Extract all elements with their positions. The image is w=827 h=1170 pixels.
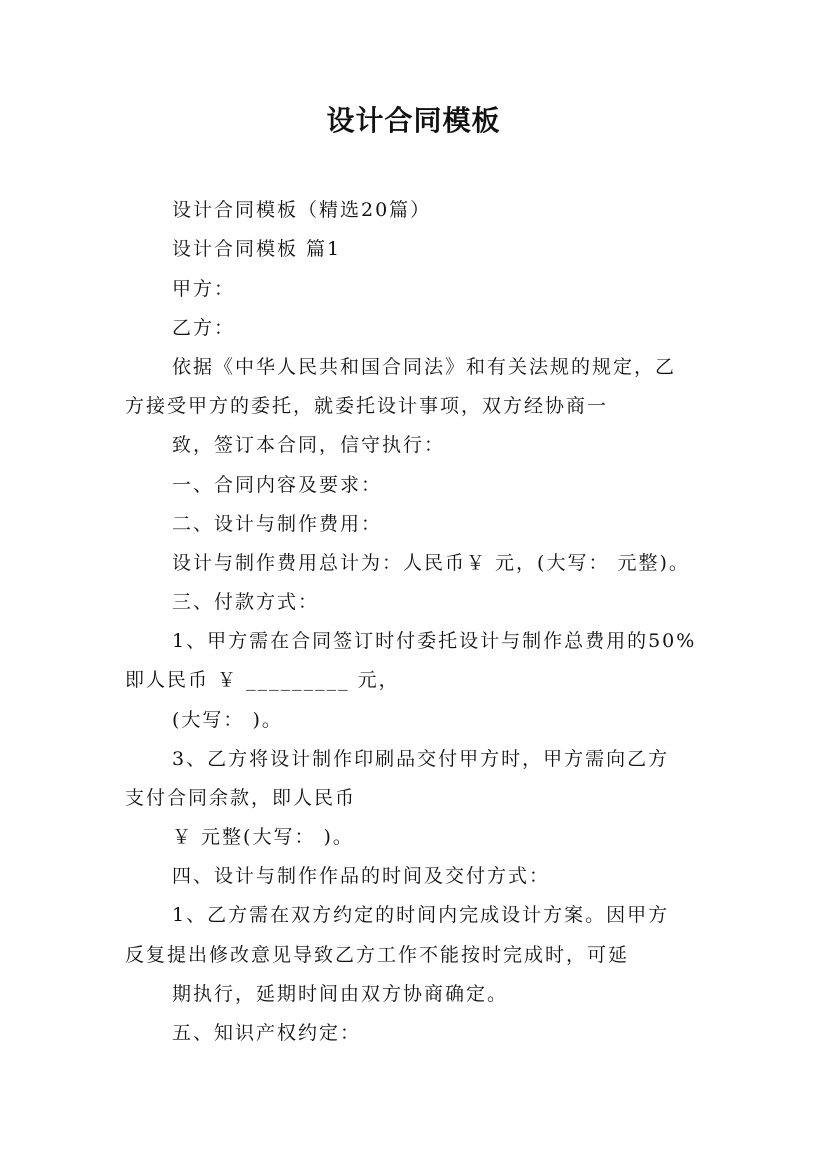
paragraph-line: 期执行，延期时间由双方协商确定。 (172, 983, 509, 1005)
paragraph-line: 即人民币 ￥ _________ 元， (125, 669, 400, 691)
clause-heading: 二、设计与制作费用： (172, 513, 383, 535)
paragraph-line: 支付合同余款，即人民币 (125, 787, 357, 809)
section-heading: 设计合同模板 篇1 (172, 238, 342, 260)
clause-heading: 五、知识产权约定： (172, 1022, 362, 1044)
clause-heading: 一、合同内容及要求： (172, 474, 383, 496)
document-title: 设计合同模板 (326, 104, 501, 137)
paragraph-line: ￥ 元整(大写： )。 (172, 826, 354, 848)
paragraph-line: 3、乙方将设计制作印刷品交付甲方时，甲方需向乙方 (172, 748, 670, 770)
clause-heading: 四、设计与制作作品的时间及交付方式： (172, 865, 551, 887)
subtitle-line: 设计合同模板（精选20篇） (172, 199, 432, 221)
paragraph-line: 依据《中华人民共和国合同法》和有关法规的规定，乙 (172, 356, 677, 378)
party-b-line: 乙方： (172, 317, 236, 339)
paragraph-line: 反复提出修改意见导致乙方工作不能按时完成时，可延 (125, 944, 630, 966)
paragraph-line: 设计与制作费用总计为：人民币￥ 元，(大写： 元整)。 (172, 552, 690, 574)
paragraph-line: 1、乙方需在双方约定的时间内完成设计方案。因甲方 (172, 904, 670, 926)
paragraph-line: (大写： )。 (172, 709, 283, 731)
paragraph-line: 1、甲方需在合同签订时付委托设计与制作总费用的50% (172, 630, 697, 652)
paragraph-line: 方接受甲方的委托，就委托设计事项，双方经协商一 (125, 395, 609, 417)
paragraph-line: 致，签订本合同，信守执行： (172, 434, 446, 456)
party-a-line: 甲方： (172, 278, 236, 300)
clause-heading: 三、付款方式： (172, 591, 320, 613)
